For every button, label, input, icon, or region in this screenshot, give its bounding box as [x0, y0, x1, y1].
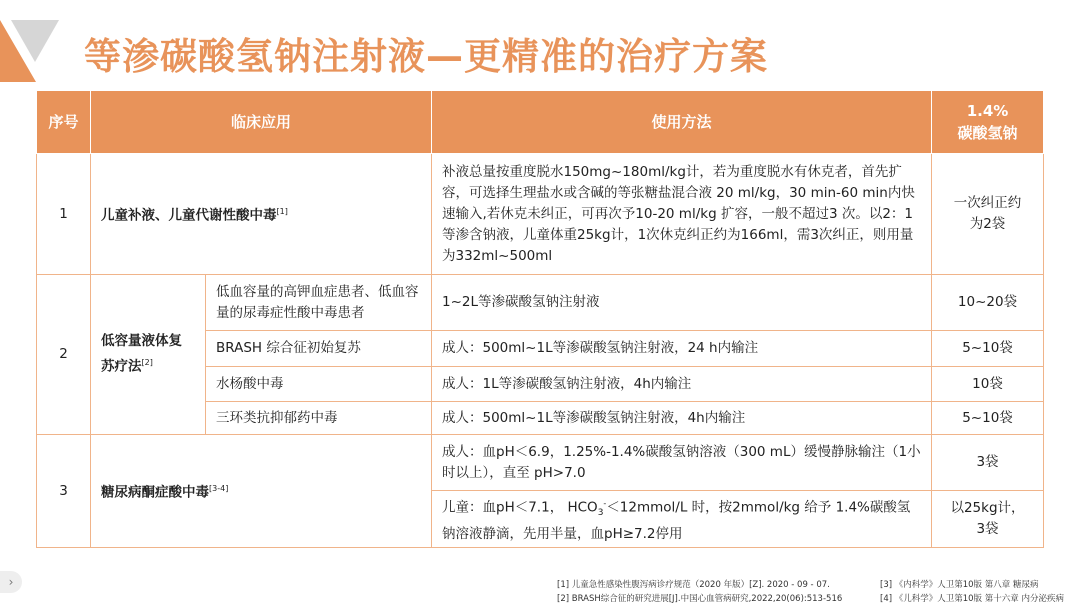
row-seq: 2 [37, 275, 91, 435]
sub-usage: 成人：500ml~1L等渗碳酸氢钠注射液，24 h内输注 [432, 331, 932, 367]
usage-sub: 3 [597, 508, 604, 519]
table-header [37, 91, 1044, 154]
decor-triangle-gray [11, 20, 59, 62]
usage-part: ＜12mmol/L 时，按2mmol/kg 给予 1.4%碳酸氢钠溶液静滴，先用半量，血pH≥7.2停用 [442, 499, 911, 543]
row-clinical [91, 154, 432, 275]
sub-usage [432, 491, 932, 548]
sub-usage: 成人：500ml~1L等渗碳酸氢钠注射液，4h内输注 [432, 402, 932, 435]
amount-part: 3袋 [976, 521, 999, 538]
header-seq: 序号 [37, 91, 91, 154]
reference-item: [1] 儿童急性感染性腹泻病诊疗规范（2020 年版）[Z]. 2020 - 09 - 07. [557, 580, 830, 590]
spec-line1: 1.4% [966, 102, 1009, 120]
clinical-text: 低容量液体复苏疗法 [101, 333, 182, 375]
row-clinical [91, 435, 432, 548]
row-clinical [91, 275, 206, 435]
table-row [37, 275, 1044, 331]
sub-condition: 低血容量的高钾血症患者、低血容量的尿毒症性酸中毒患者 [206, 275, 432, 331]
sub-condition: BRASH 综合征初始复苏 [206, 331, 432, 367]
sub-amount: 5~10袋 [932, 331, 1044, 367]
sub-condition: 三环类抗抑郁药中毒 [206, 402, 432, 435]
reference-item: [2] BRASH综合征的研究进展[J].中国心血管病研究,2022,20(06):513-516 [557, 594, 843, 604]
header-clinical: 临床应用 [91, 91, 432, 154]
usage-sup: - [603, 499, 607, 508]
row-usage: 补液总量按重度脱水150mg~180ml/kg计，若为重度脱水有休克者，首先扩容，可选择生理盐水或含碱的等张糖盐混合液 20 ml/kg，30 min-60 min内快速输入,若休克未纠正，可再次予10-20 ml/kg 扩容，一般不超过3 次。以2：1等渗含钠液，儿童体重25kg计，1次休克纠正约为166ml，需3次纠正，则用量为332ml~500ml [432, 154, 932, 275]
table-row [37, 435, 1044, 491]
row-seq: 3 [37, 435, 91, 548]
header-spec [932, 91, 1044, 154]
amount-part: 以25kg计， [950, 500, 1025, 517]
reference-item: [4] 《儿科学》人卫第10版 第十六章 内分泌疾病 [880, 594, 1064, 604]
ref-mark: [2] [141, 358, 153, 368]
usage-part: 儿童：血pH＜7.1， HCO [442, 499, 598, 516]
reference-item: [3] 《内科学》人卫第10版 第八章 糖尿病 [880, 580, 1039, 590]
sub-amount: 10袋 [932, 367, 1044, 402]
clinical-text: 儿童补液、儿童代谢性酸中毒 [101, 207, 277, 224]
row-seq: 1 [37, 154, 91, 275]
references-right [880, 578, 1064, 606]
row-amount: 一次纠正约为2袋 [932, 154, 1044, 275]
sub-usage: 成人：血pH＜6.9，1.25%-1.4%碳酸氢钠溶液（300 mL）缓慢静脉输注（1小时以上），直至 pH>7.0 [432, 435, 932, 491]
treatment-table [36, 90, 1044, 548]
clinical-text: 糖尿病酮症酸中毒 [101, 484, 209, 501]
sub-amount: 5~10袋 [932, 402, 1044, 435]
header-usage: 使用方法 [432, 91, 932, 154]
sub-amount [932, 491, 1044, 548]
page-title: 等渗碳酸氢钠注射液—更精准的治疗方案 [84, 35, 768, 78]
ref-mark: [3-4] [209, 484, 229, 494]
spec-line2: 碳酸氢钠 [957, 124, 1018, 142]
table-row [37, 154, 1044, 275]
sub-usage: 1~2L等渗碳酸氢钠注射液 [432, 275, 932, 331]
references-left [557, 578, 842, 606]
chevron-right-icon[interactable]: › [0, 571, 22, 593]
sub-amount: 3袋 [932, 435, 1044, 491]
sub-amount: 10~20袋 [932, 275, 1044, 331]
ref-mark: [1] [276, 207, 288, 217]
sub-condition: 水杨酸中毒 [206, 367, 432, 402]
sub-usage: 成人：1L等渗碳酸氢钠注射液，4h内输注 [432, 367, 932, 402]
